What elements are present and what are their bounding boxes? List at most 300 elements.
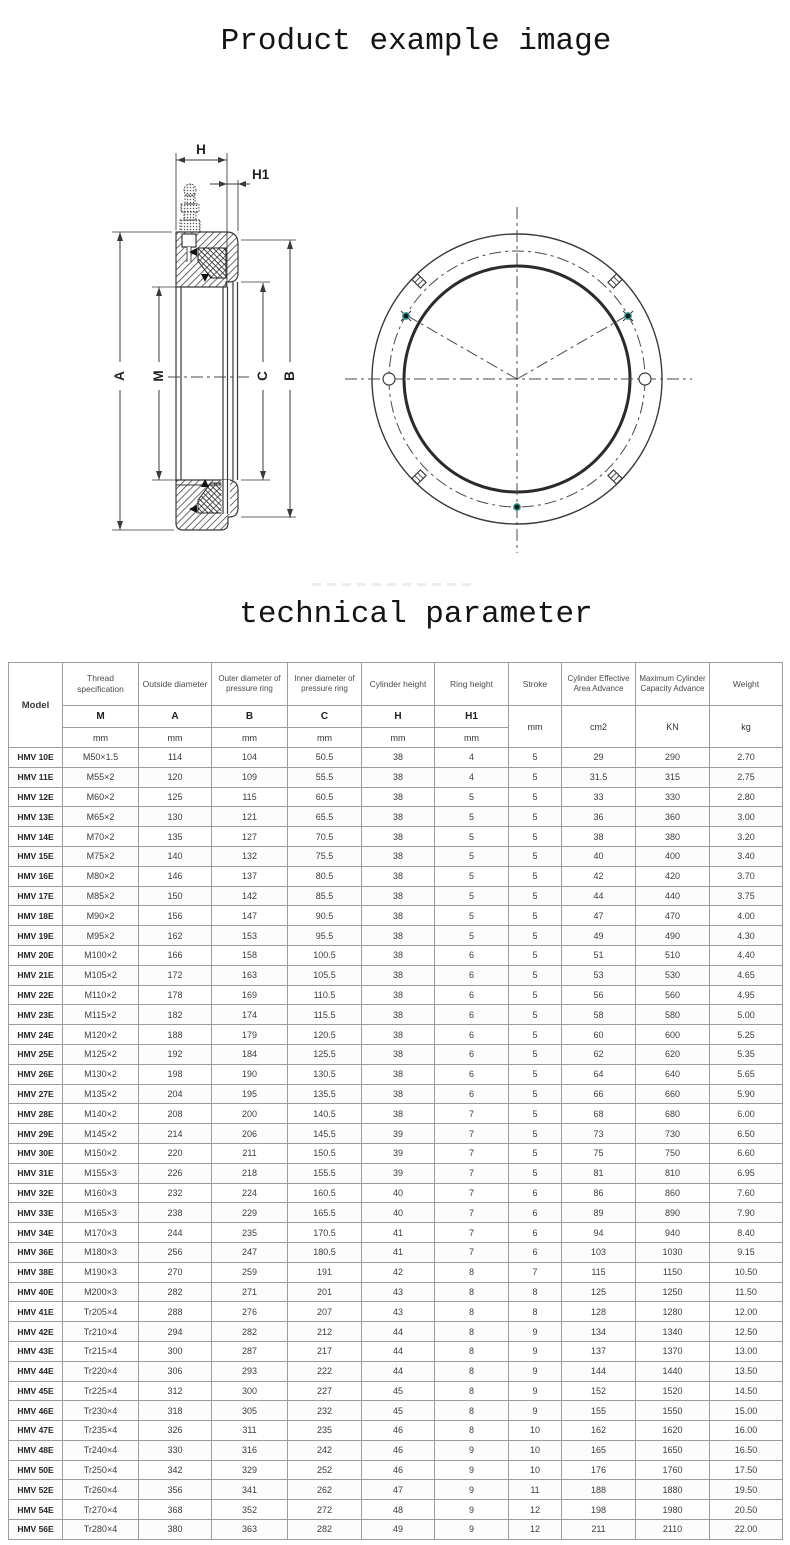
table-cell: 56 — [562, 985, 636, 1005]
table-cell: 6 — [435, 1005, 509, 1025]
table-cell: 38 — [362, 807, 435, 827]
table-cell: 178 — [139, 985, 212, 1005]
table-cell: 5 — [435, 807, 509, 827]
table-cell: 1150 — [636, 1262, 710, 1282]
table-cell: 200 — [212, 1104, 288, 1124]
table-cell: 330 — [636, 787, 710, 807]
table-cell: 40 — [562, 846, 636, 866]
table-cell: 66 — [562, 1084, 636, 1104]
table-cell: 6 — [435, 1025, 509, 1045]
table-cell: 300 — [212, 1381, 288, 1401]
oil-port-marker — [514, 504, 520, 510]
table-cell: 1760 — [636, 1460, 710, 1480]
table-cell: 137 — [212, 866, 288, 886]
table-row — [9, 1440, 783, 1460]
table-cell: 114 — [139, 748, 212, 768]
model-cell: HMV 30E — [9, 1143, 63, 1163]
table-cell: 206 — [212, 1124, 288, 1144]
front-view — [345, 207, 692, 553]
table-cell: 13.00 — [710, 1341, 783, 1361]
table-cell: 12.00 — [710, 1302, 783, 1322]
table-cell: M155×3 — [63, 1163, 139, 1183]
table-cell: 9 — [509, 1361, 562, 1381]
table-cell: 12 — [509, 1500, 562, 1520]
table-cell: 7 — [435, 1242, 509, 1262]
table-cell: 2.75 — [710, 767, 783, 787]
model-cell: HMV 44E — [9, 1361, 63, 1381]
table-cell: 222 — [288, 1361, 362, 1381]
table-cell: 198 — [562, 1500, 636, 1520]
table-row — [9, 1183, 783, 1203]
table-cell: 4.65 — [710, 965, 783, 985]
table-row — [9, 1044, 783, 1064]
model-cell: HMV 10E — [9, 748, 63, 768]
table-cell: M200×3 — [63, 1282, 139, 1302]
table-cell: 8 — [509, 1282, 562, 1302]
table-cell: 5 — [509, 827, 562, 847]
table-cell: 293 — [212, 1361, 288, 1381]
table-cell: 5 — [509, 1104, 562, 1124]
model-cell: HMV 23E — [9, 1005, 63, 1025]
model-cell: HMV 56E — [9, 1520, 63, 1540]
table-cell: 4.30 — [710, 926, 783, 946]
dimensions — [112, 142, 297, 530]
table-cell: Tr250×4 — [63, 1460, 139, 1480]
table-cell: 5 — [509, 1064, 562, 1084]
table-row — [9, 1242, 783, 1262]
table-cell: 46 — [362, 1421, 435, 1441]
table-cell: 45 — [362, 1381, 435, 1401]
table-cell: 380 — [636, 827, 710, 847]
table-cell: 7.90 — [710, 1203, 783, 1223]
table-cell: M60×2 — [63, 787, 139, 807]
model-cell: HMV 24E — [9, 1025, 63, 1045]
table-cell: M130×2 — [63, 1064, 139, 1084]
table-cell: 217 — [288, 1341, 362, 1361]
table-cell: 75.5 — [288, 846, 362, 866]
grease-nipple-icon — [180, 184, 200, 232]
table-cell: 6.60 — [710, 1143, 783, 1163]
table-cell: 252 — [288, 1460, 362, 1480]
table-cell: 36 — [562, 807, 636, 827]
table-cell: 16.00 — [710, 1421, 783, 1441]
table-cell: 43 — [362, 1282, 435, 1302]
table-cell: 312 — [139, 1381, 212, 1401]
cylinder-walls — [176, 282, 238, 514]
table-row — [9, 1460, 783, 1480]
oil-port-marker — [401, 311, 411, 321]
table-cell: 326 — [139, 1421, 212, 1441]
table-cell: 75 — [562, 1143, 636, 1163]
model-cell: HMV 18E — [9, 906, 63, 926]
table-cell: 70.5 — [288, 827, 362, 847]
table-row — [9, 748, 783, 768]
table-cell: 4.95 — [710, 985, 783, 1005]
model-cell: HMV 33E — [9, 1203, 63, 1223]
header-unit-cell: kg — [710, 706, 783, 748]
table-cell: 440 — [636, 886, 710, 906]
table-cell: 81 — [562, 1163, 636, 1183]
table-cell: 238 — [139, 1203, 212, 1223]
radial-line-left — [406, 315, 517, 379]
table-cell: 1370 — [636, 1341, 710, 1361]
table-cell: 5.25 — [710, 1025, 783, 1045]
header-unit-cell: KN — [636, 706, 710, 748]
model-cell: HMV 13E — [9, 807, 63, 827]
table-cell: 38 — [362, 767, 435, 787]
table-cell: 232 — [288, 1401, 362, 1421]
table-row — [9, 1163, 783, 1183]
table-cell: 150.5 — [288, 1143, 362, 1163]
table-cell: 13.50 — [710, 1361, 783, 1381]
table-cell: 6 — [435, 985, 509, 1005]
table-cell: 341 — [212, 1480, 288, 1500]
table-cell: 271 — [212, 1282, 288, 1302]
table-cell: 38 — [362, 827, 435, 847]
model-cell: HMV 12E — [9, 787, 63, 807]
table-row — [9, 965, 783, 985]
table-cell: 46 — [362, 1440, 435, 1460]
table-cell: 226 — [139, 1163, 212, 1183]
header-unit-cell: mm — [362, 728, 435, 748]
table-cell: 158 — [212, 945, 288, 965]
table-cell: 400 — [636, 846, 710, 866]
table-cell: 38 — [362, 846, 435, 866]
table-cell: 53 — [562, 965, 636, 985]
table-cell: 212 — [288, 1322, 362, 1342]
table-cell: 1620 — [636, 1421, 710, 1441]
table-cell: 3.75 — [710, 886, 783, 906]
table-cell: 244 — [139, 1223, 212, 1243]
table-cell: 160.5 — [288, 1183, 362, 1203]
table-cell: 41 — [362, 1242, 435, 1262]
header-symbol-cell: B — [212, 706, 288, 728]
table-cell: 55.5 — [288, 767, 362, 787]
table-cell: 11 — [509, 1480, 562, 1500]
table-cell: 9.15 — [710, 1242, 783, 1262]
table-cell: M85×2 — [63, 886, 139, 906]
table-cell: 259 — [212, 1262, 288, 1282]
table-row — [9, 1282, 783, 1302]
page-title: Product example image — [220, 24, 612, 59]
header-unit-cell: mm — [509, 706, 562, 748]
table-cell: M70×2 — [63, 827, 139, 847]
table-cell: 9 — [435, 1500, 509, 1520]
table-cell: 9 — [435, 1520, 509, 1540]
table-cell: 356 — [139, 1480, 212, 1500]
table-cell: 115 — [562, 1262, 636, 1282]
table-cell: 135 — [139, 827, 212, 847]
table-cell: 232 — [139, 1183, 212, 1203]
table-cell: 125.5 — [288, 1044, 362, 1064]
table-cell: M135×2 — [63, 1084, 139, 1104]
table-cell: 5 — [509, 1124, 562, 1144]
table-cell: 163 — [212, 965, 288, 985]
table-cell: 12 — [509, 1520, 562, 1540]
table-cell: 7 — [435, 1183, 509, 1203]
dim-label-h1: H1 — [252, 167, 270, 182]
table-cell: 155 — [562, 1401, 636, 1421]
table-cell: 8 — [435, 1322, 509, 1342]
table-cell: 224 — [212, 1183, 288, 1203]
table-cell: 5 — [509, 945, 562, 965]
table-row — [9, 1104, 783, 1124]
table-cell: 8.40 — [710, 1223, 783, 1243]
table-cell: 45 — [362, 1401, 435, 1421]
table-cell: 8 — [435, 1421, 509, 1441]
header-unit-cell: mm — [435, 728, 509, 748]
table-cell: 201 — [288, 1282, 362, 1302]
table-cell: 218 — [212, 1163, 288, 1183]
table-cell: 10 — [509, 1440, 562, 1460]
side-hole-left — [383, 373, 395, 385]
table-cell: 306 — [139, 1361, 212, 1381]
table-cell: 31.5 — [562, 767, 636, 787]
table-cell: 6.95 — [710, 1163, 783, 1183]
header-unit-cell: mm — [139, 728, 212, 748]
table-cell: Tr235×4 — [63, 1421, 139, 1441]
table-row — [9, 1302, 783, 1322]
table-cell: 5 — [509, 1005, 562, 1025]
table-cell: 730 — [636, 1124, 710, 1144]
header-cell: Thread specification — [63, 663, 139, 706]
table-cell: M120×2 — [63, 1025, 139, 1045]
table-cell: 172 — [139, 965, 212, 985]
table-cell: 10 — [509, 1460, 562, 1480]
model-cell: HMV 48E — [9, 1440, 63, 1460]
table-cell: 64 — [562, 1064, 636, 1084]
table-cell: 152 — [562, 1381, 636, 1401]
table-cell: M160×3 — [63, 1183, 139, 1203]
table-cell: 40 — [362, 1183, 435, 1203]
table-cell: 7 — [435, 1203, 509, 1223]
table-cell: 5 — [509, 1084, 562, 1104]
table-cell: 103 — [562, 1242, 636, 1262]
table-cell: Tr270×4 — [63, 1500, 139, 1520]
table-row — [9, 787, 783, 807]
spec-table-body — [9, 748, 783, 1540]
table-cell: 4 — [435, 748, 509, 768]
table-cell: 95.5 — [288, 926, 362, 946]
table-row — [9, 1203, 783, 1223]
table-cell: 1880 — [636, 1480, 710, 1500]
model-cell: HMV 27E — [9, 1084, 63, 1104]
table-cell: 2110 — [636, 1520, 710, 1540]
model-cell: HMV 50E — [9, 1460, 63, 1480]
table-cell: 146 — [139, 866, 212, 886]
table-cell: 41 — [362, 1223, 435, 1243]
table-cell: 14.50 — [710, 1381, 783, 1401]
table-cell: 12.50 — [710, 1322, 783, 1342]
table-cell: M180×3 — [63, 1242, 139, 1262]
table-cell: 227 — [288, 1381, 362, 1401]
table-cell: 3.70 — [710, 866, 783, 886]
table-cell: 5 — [435, 926, 509, 946]
table-cell: 29 — [562, 748, 636, 768]
table-cell: 38 — [362, 1044, 435, 1064]
table-cell: 5 — [509, 866, 562, 886]
table-cell: 105.5 — [288, 965, 362, 985]
table-cell: Tr210×4 — [63, 1322, 139, 1342]
table-cell: 5 — [509, 1163, 562, 1183]
table-cell: 9 — [509, 1381, 562, 1401]
table-cell: 276 — [212, 1302, 288, 1322]
table-row — [9, 1084, 783, 1104]
table-cell: 174 — [212, 1005, 288, 1025]
table-cell: 3.00 — [710, 807, 783, 827]
header-cell: Maximum Cylinder Capacity Advance — [636, 663, 710, 706]
model-cell: HMV 34E — [9, 1223, 63, 1243]
table-cell: 155.5 — [288, 1163, 362, 1183]
table-cell: 5 — [509, 985, 562, 1005]
table-cell: Tr240×4 — [63, 1440, 139, 1460]
header-symbol-cell: C — [288, 706, 362, 728]
table-cell: 600 — [636, 1025, 710, 1045]
table-cell: 132 — [212, 846, 288, 866]
table-cell: 191 — [288, 1262, 362, 1282]
table-cell: M50×1.5 — [63, 748, 139, 768]
table-cell: 318 — [139, 1401, 212, 1421]
model-cell: HMV 22E — [9, 985, 63, 1005]
dim-label-a: A — [112, 371, 127, 381]
table-cell: 8 — [435, 1262, 509, 1282]
header-model: Model — [9, 663, 63, 748]
table-cell: 38 — [362, 866, 435, 886]
table-cell: 360 — [636, 807, 710, 827]
table-cell: 90.5 — [288, 906, 362, 926]
table-cell: 3.20 — [710, 827, 783, 847]
table-cell: 5 — [435, 827, 509, 847]
table-cell: 6 — [435, 965, 509, 985]
table-cell: 4.00 — [710, 906, 783, 926]
header-cell: Ring height — [435, 663, 509, 706]
header-unit-cell: cm2 — [562, 706, 636, 748]
header-symbol-cell: A — [139, 706, 212, 728]
table-row — [9, 767, 783, 787]
table-cell: 5.00 — [710, 1005, 783, 1025]
table-cell: 38 — [362, 1104, 435, 1124]
table-cell: 11.50 — [710, 1282, 783, 1302]
table-cell: 5 — [435, 787, 509, 807]
table-cell: 316 — [212, 1440, 288, 1460]
table-cell: M65×2 — [63, 807, 139, 827]
table-cell: 6.50 — [710, 1124, 783, 1144]
table-cell: 15.00 — [710, 1401, 783, 1421]
table-cell: 311 — [212, 1421, 288, 1441]
table-cell: 352 — [212, 1500, 288, 1520]
table-cell: 7 — [435, 1124, 509, 1144]
model-cell: HMV 54E — [9, 1500, 63, 1520]
table-cell: 207 — [288, 1302, 362, 1322]
table-cell: 6 — [435, 1044, 509, 1064]
table-cell: 5 — [509, 886, 562, 906]
table-cell: M75×2 — [63, 846, 139, 866]
table-cell: 750 — [636, 1143, 710, 1163]
table-cell: 1520 — [636, 1381, 710, 1401]
table-cell: 208 — [139, 1104, 212, 1124]
table-cell: 47 — [562, 906, 636, 926]
table-cell: 287 — [212, 1341, 288, 1361]
table-cell: 5 — [509, 1044, 562, 1064]
table-cell: 80.5 — [288, 866, 362, 886]
table-row — [9, 1322, 783, 1342]
table-cell: 150 — [139, 886, 212, 906]
table-cell: 115.5 — [288, 1005, 362, 1025]
table-cell: 190 — [212, 1064, 288, 1084]
table-cell: 58 — [562, 1005, 636, 1025]
table-cell: 47 — [362, 1480, 435, 1500]
table-cell: 162 — [139, 926, 212, 946]
table-cell: 1650 — [636, 1440, 710, 1460]
model-cell: HMV 32E — [9, 1183, 63, 1203]
header-row — [9, 663, 783, 706]
table-cell: 330 — [139, 1440, 212, 1460]
table-cell: 42 — [362, 1262, 435, 1282]
table-cell: 120.5 — [288, 1025, 362, 1045]
cross-section-view — [112, 142, 297, 530]
table-cell: 860 — [636, 1183, 710, 1203]
faint-artifact — [312, 583, 477, 586]
table-cell: 363 — [212, 1520, 288, 1540]
table-cell: 5 — [509, 1143, 562, 1163]
table-cell: Tr260×4 — [63, 1480, 139, 1500]
table-cell: 192 — [139, 1044, 212, 1064]
table-cell: M115×2 — [63, 1005, 139, 1025]
table-cell: 137 — [562, 1341, 636, 1361]
header-unit-cell: mm — [63, 728, 139, 748]
table-cell: 166 — [139, 945, 212, 965]
table-cell: 109 — [212, 767, 288, 787]
table-cell: 235 — [288, 1421, 362, 1441]
table-row — [9, 1480, 783, 1500]
table-cell: 6 — [435, 1064, 509, 1084]
table-row — [9, 1124, 783, 1144]
table-cell: 38 — [362, 965, 435, 985]
table-cell: 165 — [562, 1440, 636, 1460]
table-cell: 294 — [139, 1322, 212, 1342]
header-cell: Outside diameter — [139, 663, 212, 706]
radial-line-right — [517, 315, 628, 379]
table-cell: 165.5 — [288, 1203, 362, 1223]
table-cell: 6 — [509, 1223, 562, 1243]
table-cell: 39 — [362, 1124, 435, 1144]
table-cell: 17.50 — [710, 1460, 783, 1480]
table-cell: 156 — [139, 906, 212, 926]
table-cell: 125 — [562, 1282, 636, 1302]
table-cell: 9 — [509, 1401, 562, 1421]
table-cell: 38 — [562, 827, 636, 847]
table-cell: M145×2 — [63, 1124, 139, 1144]
table-row — [9, 866, 783, 886]
table-cell: 121 — [212, 807, 288, 827]
table-cell: 180.5 — [288, 1242, 362, 1262]
table-cell: 195 — [212, 1084, 288, 1104]
table-cell: M170×3 — [63, 1223, 139, 1243]
table-cell: 198 — [139, 1064, 212, 1084]
table-row — [9, 906, 783, 926]
table-row — [9, 985, 783, 1005]
table-cell: 6 — [435, 1084, 509, 1104]
table-cell: 5.35 — [710, 1044, 783, 1064]
table-cell: 140.5 — [288, 1104, 362, 1124]
table-cell: 560 — [636, 985, 710, 1005]
model-cell: HMV 26E — [9, 1064, 63, 1084]
table-row — [9, 1005, 783, 1025]
table-cell: 8 — [435, 1381, 509, 1401]
table-row — [9, 1025, 783, 1045]
model-cell: HMV 46E — [9, 1401, 63, 1421]
product-drawing — [0, 0, 790, 600]
